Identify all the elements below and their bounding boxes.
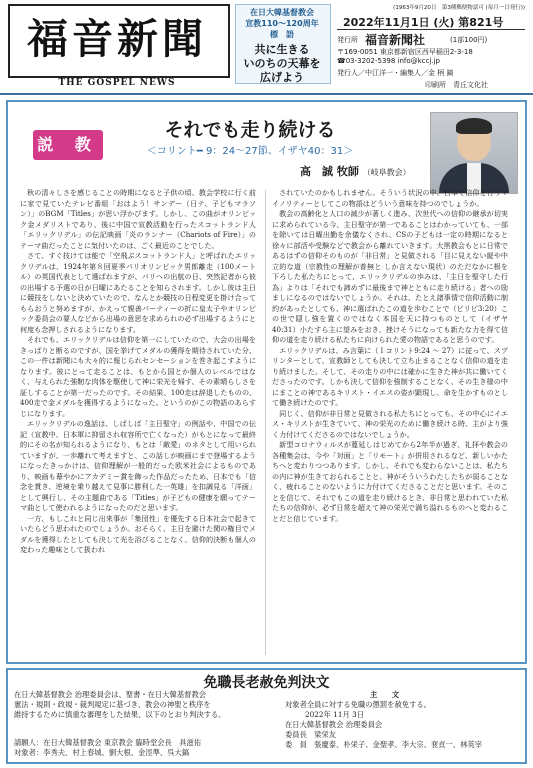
publisher-contact: ☎03-3202-5398 info@kccj.jp [337, 57, 440, 65]
sermon-title: それでも走り続ける [164, 119, 336, 141]
publisher-label: 発行所 [337, 36, 358, 44]
publisher-name: 福音新聞社 [365, 33, 426, 47]
publisher-address: 〒169-0051 東京都新宿区西早稲田2-3-18 [337, 48, 473, 56]
notice-title: 免職長老赦免判決文 [203, 675, 330, 691]
sermon-column-left [20, 188, 256, 556]
publisher-divider [337, 29, 525, 30]
sermon-badge: 説 教 [33, 130, 103, 160]
notice-members: 委 員 張慶泰、朴栄子、金聖孝、李大宗、裵貞一、林英宰 [285, 740, 483, 749]
preacher-line [300, 163, 411, 179]
sermon-paragraph: エリックリデルの逸話は、しばしば「主日聖守」の例話や、中国での伝記（宣教中、日本軍に抑留され収容所で亡くなった）がもとになって最終的にその名が知られるようになり、もとは「敵愛」のネタとして用いられていますが、一歩離れて考えますと、この話しが映画にまで登場するようになったきっかけは、信仰理解が一般的だった欧米社会によるものであり、映画も幕やかにアカデミー賞を飾った作品だったため、日本でも「信念を貫き、逆境を乗り越えて見事に勝利した一英雄」を扣調見る「洋画」として興行し、その主題曲である「Titles」が子どもの健康を願ってテーマ曲として使われるようになったのだと思います。 [20, 419, 256, 512]
sermon-paragraph: 新型コロナウィルスが蔓延しはじめてから2年半が過ぎ、礼拝や教会の各種集会は、今や「対面」と「リモート」が併用されるなど、新しいかたちへと変わりつつあります。しかし、それでも変わらないことは、私たちの内に神が生きておられることと、神がそういうわたしたちが弱ることなく、疲れることのないように力付けてくださることだと思います。そのことを信じて、それでもこの道を走り続けるとき、非日常と思われていた私たちの信仰が、必ず日常を超えて神の栄光で満ち溢れるものへと変わることだと信じています。 [272, 440, 508, 523]
price: (1部100円) [450, 36, 488, 44]
sermon-paragraph: 同じく、信仰が非日常と見做される私たちにとっても、その中心にイエス・キリストが生きていて、神の栄光のために働き続ける時、主がより強く力付けてくださるのではないでしょうか。 [272, 408, 508, 439]
publisher-staff: 発行人／中江洋一・編集人／金 柄 鎬 [337, 69, 454, 77]
sermon-column-right [272, 188, 508, 524]
photo-hair [456, 118, 492, 134]
notice-committee: 在日大韓基督教会 治理委員会 [285, 720, 383, 729]
notice-body-line: 維持するために慎重な審理をした結果、以下のとおり判決する。 [14, 710, 226, 719]
motto-text-2: いのちの天幕を [243, 57, 321, 70]
masthead [0, 0, 533, 92]
newspaper-title: 福音新聞 [27, 15, 207, 63]
motto-text-1: 共に生きる [254, 43, 310, 56]
notice-date: 2022年 11月 3日 [305, 710, 365, 719]
notice-petitioner: 請願人：在日大韓基督教会 東京教会 臨時堂会長 具滋佑 [14, 738, 202, 747]
notice-subjects: 対象者：李秀夫、村上春城、劉大根、金涇準、呉大鎬 [14, 748, 190, 757]
notice-verdict-heading: 主 文 [370, 690, 400, 699]
preacher-name: 高 誠 牧師 [300, 165, 359, 178]
column-divider [265, 190, 266, 655]
notice-body-line: 在日大韓基督教会 治理委員会は、聖書・在日大韓基督教会 [14, 690, 207, 699]
notice-chair: 委員長 梁栄友 [285, 730, 337, 739]
sermon-paragraph: されていたのかもしれません。そういう状況の中、日本で信仰を行うマイノリティーとしてこの物語はどういう意味を持つのでしょうか。 [272, 188, 508, 208]
registration-note: (1963年9月20日 第3種郵便物認可 (毎月一日発行)) [393, 5, 525, 11]
sermon-paragraph: 教会の高齢化と人口の減少が著しく進み、次世代への信仰の継承が切実に求められている今、主日聖守が第一であることはわかっていても、一部を除いては日曜出勤を余儀なくされ、CSの子どもは一定の時期になると徐々に部活や受験などで教会から離れていきます。大黒教会もとに日常であるはずの信仰そのものが「非日常」と見做される「目に見えない縦や中立的な道（宗教性の理解が普無と しか言えない現状）のただなかに根を下ろした私たちにとって、エリックリデルの歩みは、「主日を聖守した行為」よりは「それでも諦めずに最後まで神とともに走り続ける」者への励ましになるのではないでしょうか。それは、たとえ諸事情で信仰活動に制約があったとしても、神に選ばれたこの道を歩むことで（ピリピ3:20）この世で隠し強を置くのではなく本国を天に持つものとして（イザヤ40:31）小たすら主に望みをおき、挫けそうになっても新たな力を得て信仰の道を走り続ける私たちに向けられた愛の物語であると思うのです。 [272, 209, 508, 344]
preacher-photo [430, 112, 518, 194]
sermon-paragraph: 秋の清々しさを感じることの時期になると子供の頃、教会学校に行く前に家で見ていたテレビ番組「おはよう！サンデー（日テ、子どもマラソン）」のBGM「Titles」が思い浮かびます。しかし、この曲がオリンピック金メダリストであり、後に中国で宣教活動を行ったスコットランド人「エリックリデル」の伝記映画「炎のランナー（Chariots of Fire）」のテーマ曲だったことに気付いたのは、ごく最近のことでした。 [20, 188, 256, 250]
notice-verdict: 対象者全員に対する免職の懲罰を赦免する。 [285, 700, 431, 709]
preacher-church: （岐阜教会） [362, 168, 411, 177]
scripture-reference: ＜コリント━ 9：24〜27節、イザヤ40：31＞ [146, 146, 354, 157]
sermon-paragraph: さて、すぐ技けては能で「空飛ぶスコットランド人」と呼ばれたエリックリデルは、1924年第８回夏季パリオリンピック男郎離走（100メートル）の英国代表として選ばれますが、パリへの出航の日、突然記者から彼の出場する予選の日が日曜にあたることを知らされます。しかし彼は主日に競技をしないと決めていたので、なんとか競技の日程変更を掛け合ってもらおうと努めますが、かえって親善パーティーの折に皇太子やオリンピック委員会の要人などから出場の意思を求められの必ず出場するようにと何度も念押しされるようになります。 [20, 251, 256, 334]
motto-church: 在日大韓基督教会 [250, 8, 314, 17]
notice-body-line: 憲法・規則・政規・裁判規定に基づき、教会の神聖と秩序を [14, 700, 211, 709]
motto-label: 標 語 [270, 30, 294, 39]
sermon-paragraph: それでも、エリックリデルは信仰を第一にしていたので、大会の出場をきっぱりと断るのですが、国を挙げてメダルの獲得を期待されていた分、この一件は新聞にも大々的に報じられセンセーションを巻き起こすようになります。彼にとって走ることは、もとから国とか個人のレベルではなく、与えられた強靭な肉体を駆使して神に栄光を帰す、その素晴らしさを証しすることが第一だったのです。その結果、100走は辞退したものの、400走で金メダルを獲得するようになった。というのがこの物語のあらすじになります。 [20, 335, 256, 418]
printer: 印刷所 青丘文化社 [425, 81, 488, 89]
sermon-paragraph: 一方、もしこれと同じ出来事が「集団性」を優先する日本社会で起きていたらどう思われたのでしょうか。おそらく、主日を避けた関の権目でメダルを獲得したとしても決して光を浴びることなく、信仰的決断も個人の変わった趣味として扱われ [20, 513, 256, 554]
newspaper-english-title: THE GOSPEL NEWS [58, 78, 176, 88]
motto-text-3: 広げよう [260, 71, 304, 84]
masthead-rule [0, 93, 533, 95]
sermon-paragraph: エリックリデルは、み言葉に（Ｉコリント9:24 〜 27）に従って、スプリンターとして、宣教師としても決して立ち止まることなく信仰の道を走り続けました。そして、その走りの中には確かに生きた神が共に働いてくださったのです。しかも決して信仰を強制することなく、その生き様の中にまことの神であるキリスト・イエスの姿が顕現し、命を生かすものとして働き続けたのです。 [272, 345, 508, 407]
issue-date: 2022年11月1日 (火) 第821号 [343, 16, 504, 29]
motto-anniversary: 宣教110〜120周年 [245, 19, 319, 28]
